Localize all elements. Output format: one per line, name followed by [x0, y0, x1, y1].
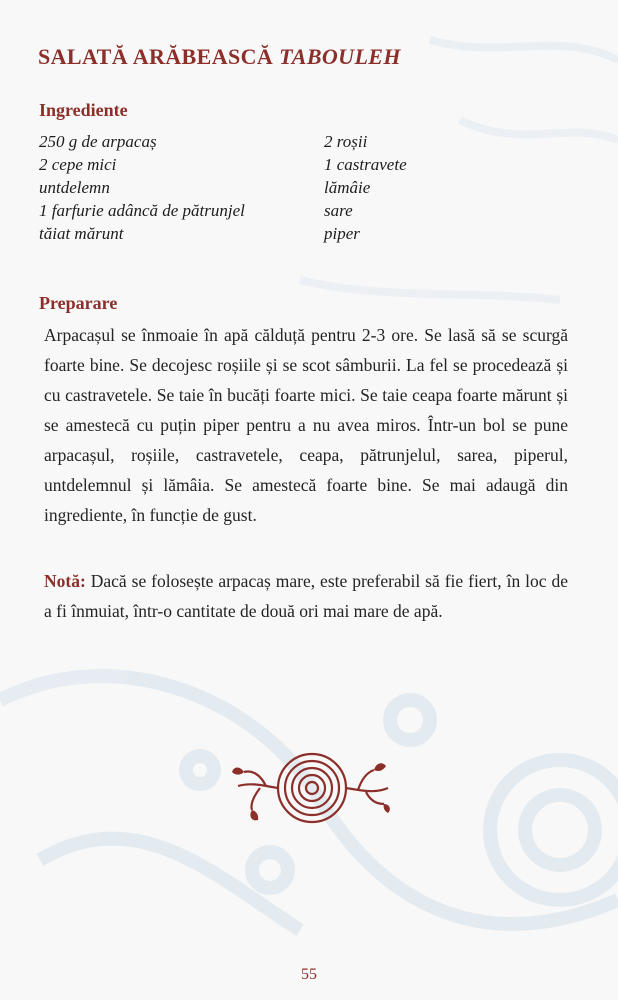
spiral-ornament-icon	[226, 748, 396, 828]
note-paragraph	[44, 566, 568, 626]
recipe-title-italic: TABOULEH	[279, 44, 401, 69]
ingredients-list-right	[324, 130, 407, 245]
ingredient-item: 250 g de arpacaș	[39, 132, 157, 151]
recipe-title	[38, 44, 401, 70]
note-label: Notă:	[44, 571, 86, 591]
ingredient-item: 1 castravete	[324, 155, 407, 174]
ingredient-item: piper	[324, 224, 360, 243]
ingredient-item: sare	[324, 201, 353, 220]
ingredients-heading: Ingrediente	[39, 100, 128, 120]
note-text: Dacă se folosește arpacaș mare, este preferabil să fie fiert, în loc de a fi înmuiat, într-o cantitate de două ori mai mare de apă.	[44, 571, 568, 621]
ingredient-item: tăiat mărunt	[39, 224, 124, 243]
preparation-text: Arpacașul se înmoaie în apă călduță pentru 2-3 ore. Se lasă să se scurgă foarte bine. Se decojesc roșiile și se scot sâmburii. La fel se procedează și cu castravetele. Se taie în bucăți foarte mici. Se taie ceapa foarte mărunt și se amestecă cu puțin piper pentru a nu avea miros. Într-un bol se pune arpacașul, roșiile, castravetele, ceapa, pătrunjelul, sarea, piperul, untdelemnul și lămâia. Se amestecă foarte bine. Se mai adaugă din ingrediente, în funcție de gust.	[44, 325, 568, 525]
page-number: 55	[301, 966, 317, 983]
ingredient-item: 2 cepe mici	[39, 155, 117, 174]
ingredient-item: 2 roșii	[324, 132, 368, 151]
ingredient-item: lămâie	[324, 178, 371, 197]
ingredients-list-left	[39, 130, 245, 245]
recipe-title-main: SALATĂ ARĂBEASCĂ	[38, 44, 274, 69]
ingredient-item: 1 farfurie adâncă de pătrunjel	[39, 201, 245, 220]
preparation-heading: Preparare	[39, 293, 118, 313]
ingredient-item: untdelemn	[39, 178, 110, 197]
